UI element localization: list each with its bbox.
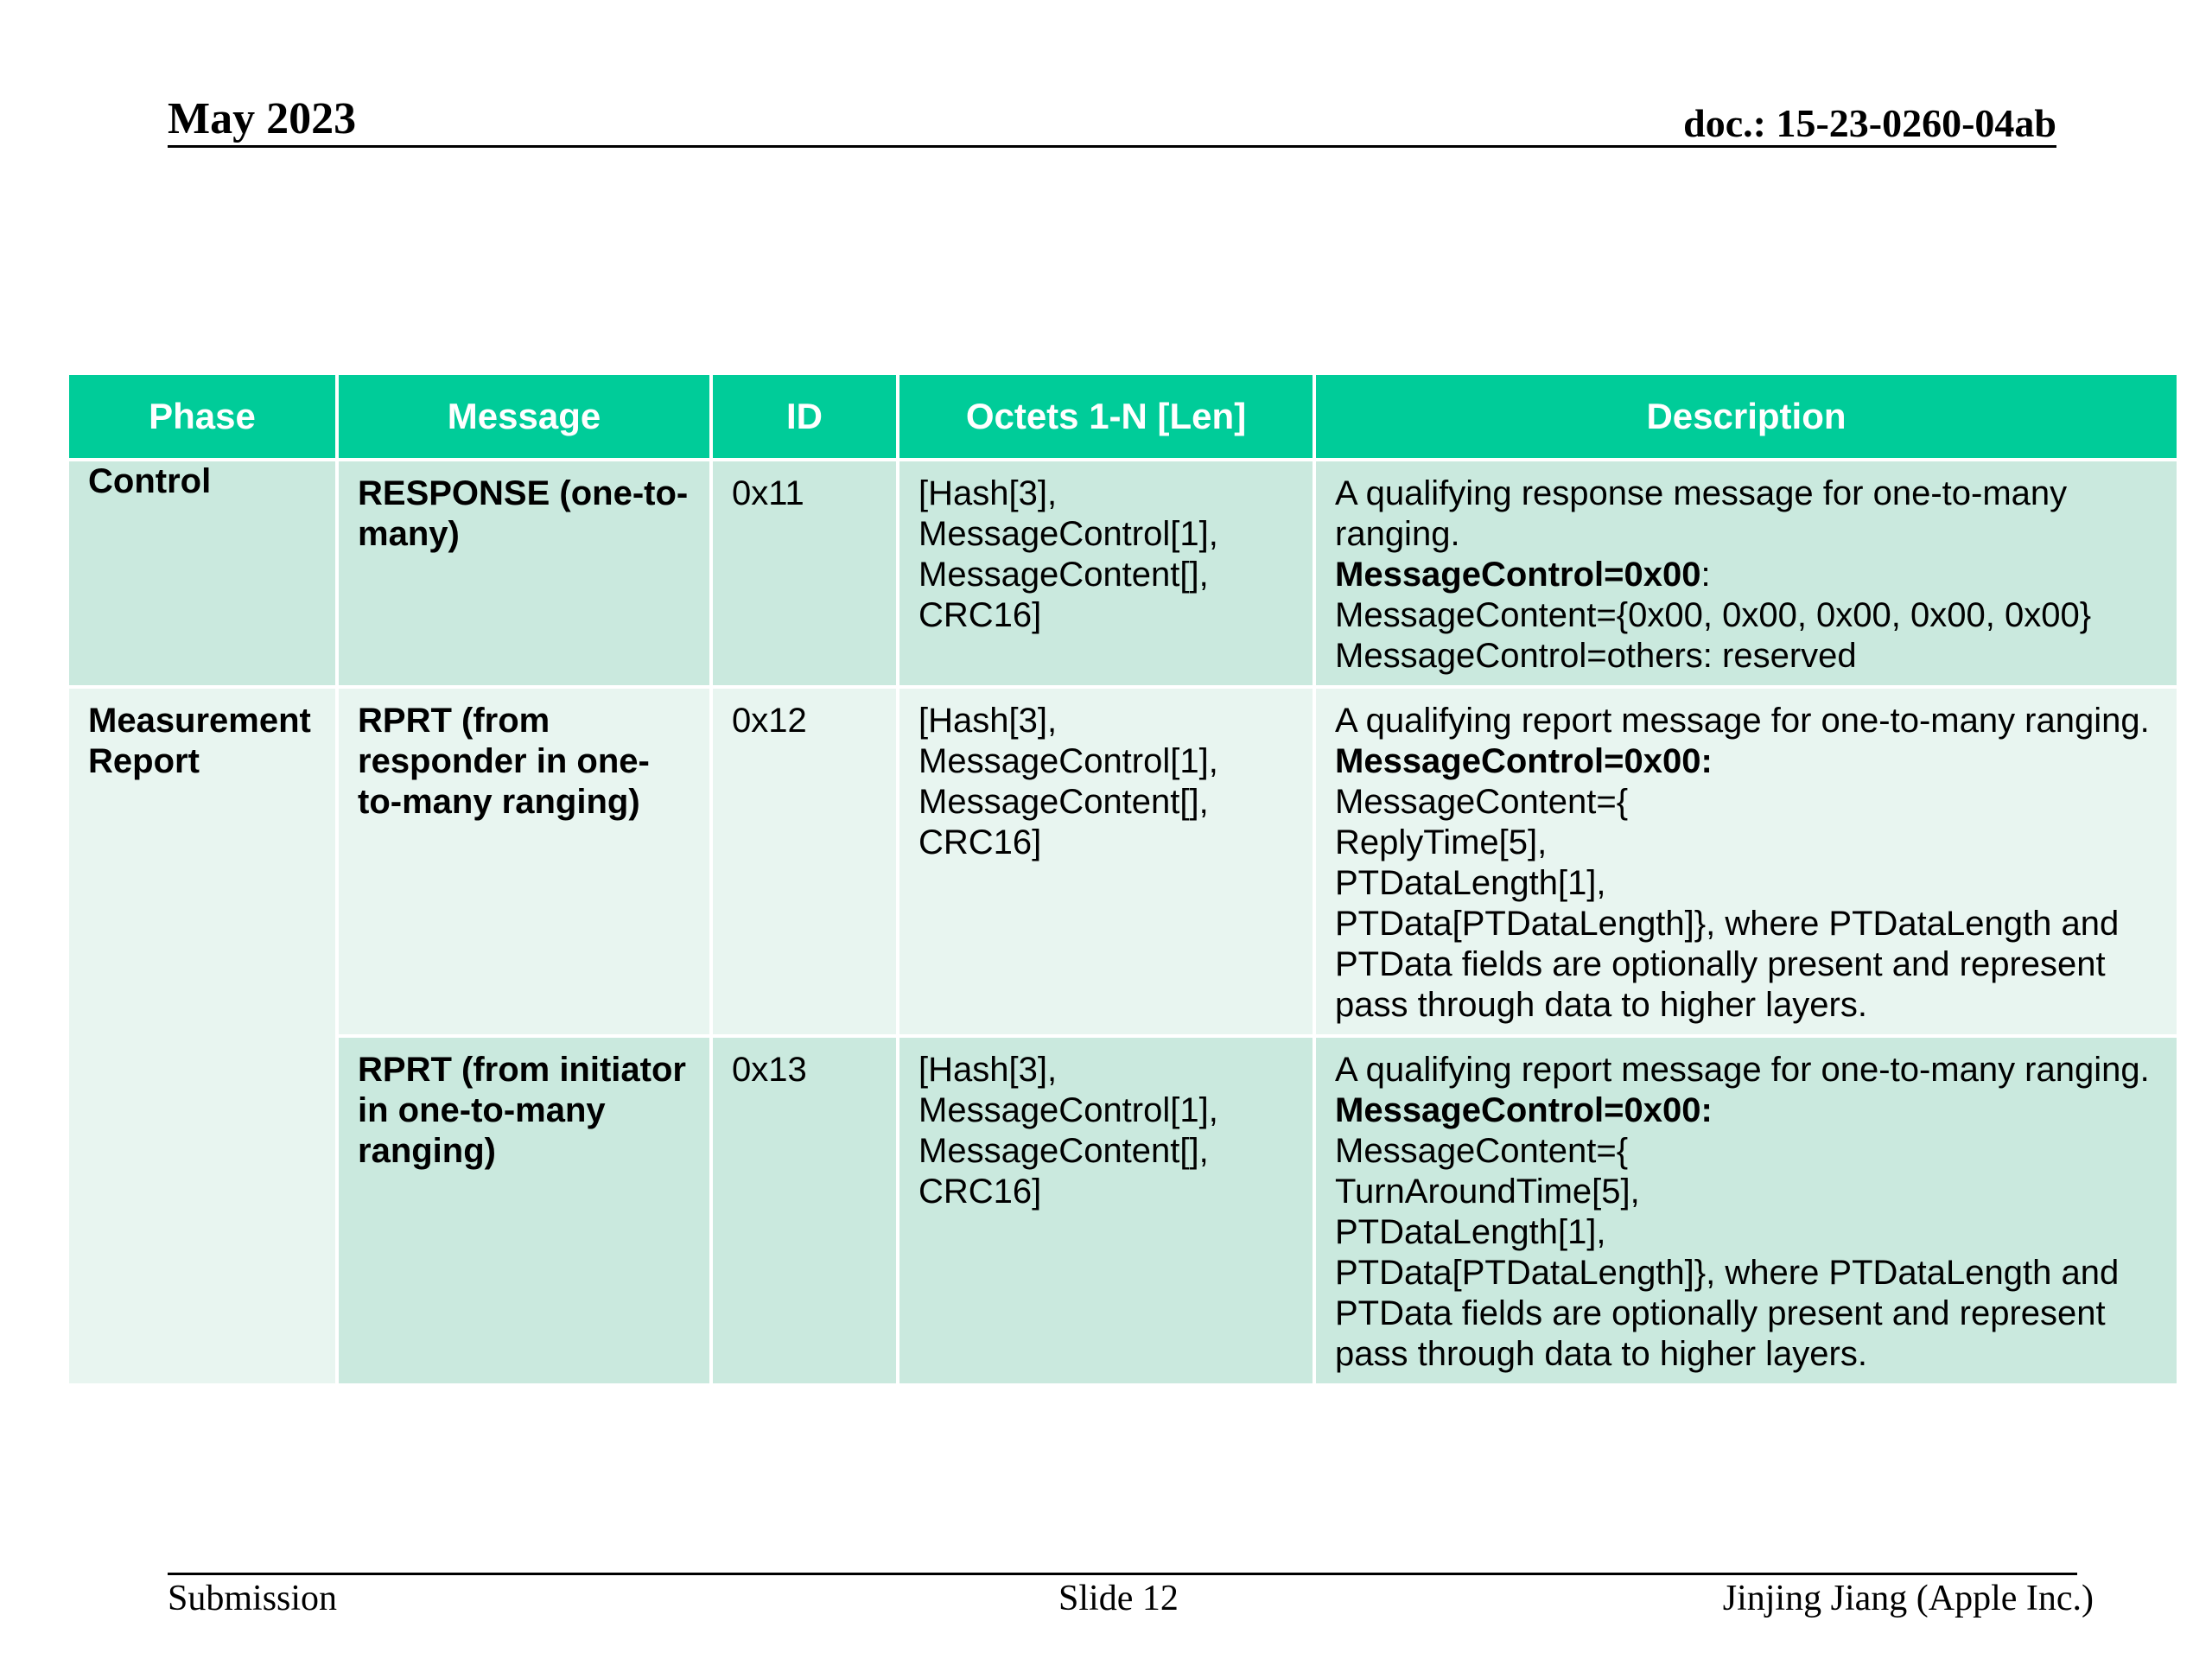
- message-table: [66, 372, 2180, 1387]
- message-control-label: MessageControl=0x00: [1335, 556, 1701, 594]
- description-text: PTData[PTDataLength]}, where PTDataLength and PTData fields are optionally present and represent pass through data to higher layers.: [1335, 905, 2120, 1024]
- octets-line: CRC16]: [918, 823, 1042, 861]
- footer-author: Jinjing Jiang (Apple Inc.): [1722, 1579, 2094, 1618]
- description-text: A qualifying report message for one-to-many ranging.: [1335, 1051, 2150, 1089]
- description-text: MessageControl=others: reserved: [1335, 637, 1857, 675]
- table-row: [67, 687, 2178, 1036]
- footer-slide-number: Slide 12: [1058, 1579, 1179, 1618]
- footer-divider: [168, 1573, 2077, 1575]
- message-control-label: MessageControl=0x00:: [1335, 742, 1713, 780]
- header-doc-number: doc.: 15-23-0260-04ab: [1683, 101, 2056, 145]
- octets-line: MessageControl[1],: [918, 742, 1218, 780]
- description-text: PTData[PTDataLength]}, where PTDataLength and PTData fields are optionally present and represent pass through data to higher layers.: [1335, 1254, 2120, 1373]
- footer-submission: Submission: [168, 1579, 338, 1618]
- table-row: [67, 1036, 2178, 1385]
- description-cell: [1314, 1036, 2178, 1385]
- octets-line: CRC16]: [918, 1173, 1042, 1211]
- octets-line: CRC16]: [918, 596, 1042, 634]
- octets-line: MessageContent[],: [918, 783, 1209, 821]
- description-text: A qualifying response message for one-to-many ranging.: [1335, 474, 2068, 553]
- description-control-line: [1335, 555, 2159, 595]
- column-header-message: Message: [337, 373, 711, 460]
- octets-line: [Hash[3],: [918, 1051, 1058, 1089]
- phase-cell-control: Control: [67, 460, 337, 687]
- description-text: MessageContent={: [1335, 1132, 1629, 1170]
- description-text: ReplyTime[5],: [1335, 823, 1548, 861]
- description-text: PTDataLength[1],: [1335, 1213, 1606, 1251]
- description-text: TurnAroundTime[5],: [1335, 1173, 1640, 1211]
- octets-line: [Hash[3],: [918, 474, 1058, 512]
- description-text: A qualifying report message for one-to-many ranging.: [1335, 702, 2150, 740]
- description-text: MessageContent={: [1335, 783, 1629, 821]
- octets-line: MessageControl[1],: [918, 1091, 1218, 1129]
- description-cell: [1314, 687, 2178, 1036]
- octets-line: MessageContent[],: [918, 1132, 1209, 1170]
- id-cell: 0x12: [711, 687, 898, 1036]
- table-row: [67, 460, 2178, 687]
- header-date: May 2023: [168, 94, 357, 143]
- message-cell: RESPONSE (one-to-many): [337, 460, 711, 687]
- column-header-description: Description: [1314, 373, 2178, 460]
- column-header-octets: Octets 1-N [Len]: [898, 373, 1314, 460]
- id-cell: 0x13: [711, 1036, 898, 1385]
- description-text: PTDataLength[1],: [1335, 864, 1606, 902]
- id-cell: 0x11: [711, 460, 898, 687]
- octets-cell: [898, 1036, 1314, 1385]
- column-header-phase: Phase: [67, 373, 337, 460]
- octets-line: [Hash[3],: [918, 702, 1058, 740]
- header-divider: [168, 145, 2056, 148]
- message-control-suffix: :: [1700, 556, 1711, 594]
- description-cell: [1314, 460, 2178, 687]
- message-cell: RPRT (from initiator in one-to-many ranging): [337, 1036, 711, 1385]
- column-header-id: ID: [711, 373, 898, 460]
- octets-cell: [898, 460, 1314, 687]
- octets-cell: [898, 687, 1314, 1036]
- description-text: MessageContent={0x00, 0x00, 0x00, 0x00, 0x00}: [1335, 596, 2092, 634]
- phase-cell-measurement-report: Measurement Report: [67, 687, 337, 1385]
- table-header-row: [67, 373, 2178, 460]
- octets-line: MessageContent[],: [918, 556, 1209, 594]
- message-control-label: MessageControl=0x00:: [1335, 1091, 1713, 1129]
- message-cell: RPRT (from responder in one-to-many ranging): [337, 687, 711, 1036]
- octets-line: MessageControl[1],: [918, 515, 1218, 553]
